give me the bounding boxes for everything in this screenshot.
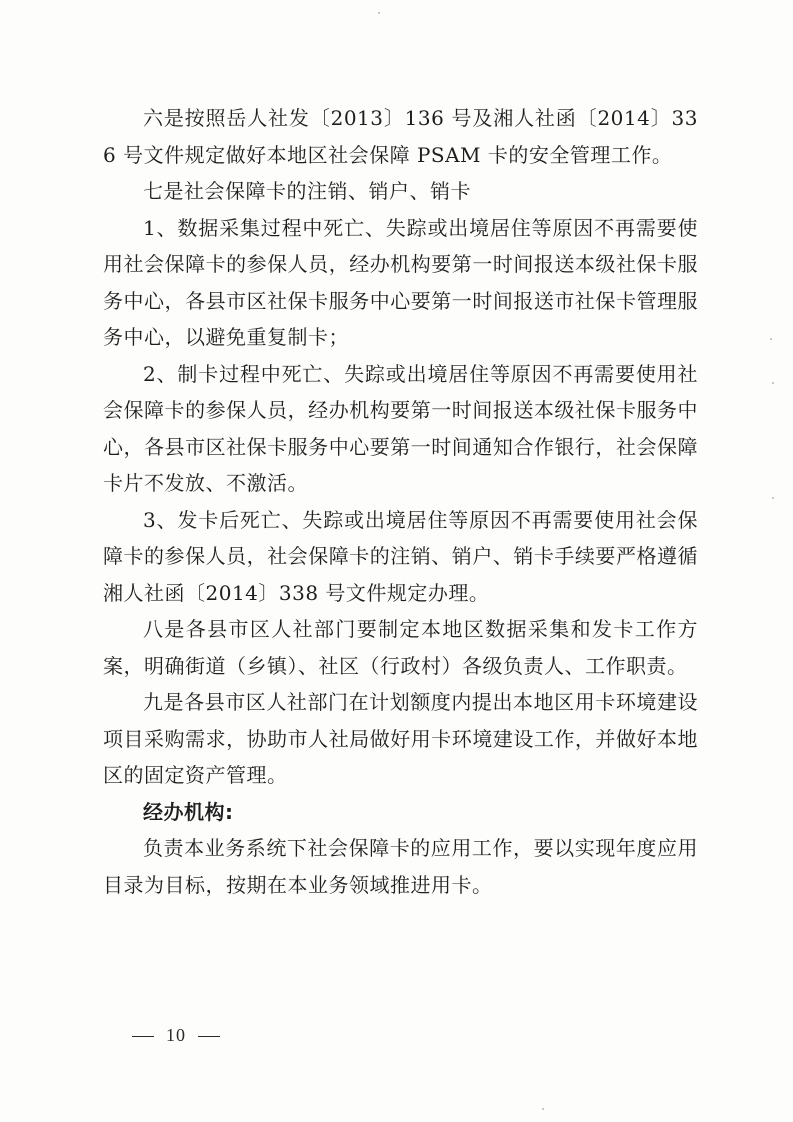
paragraph-7: 九是各县市区人社部门在计划额度内提出本地区用卡环境建设项目采购需求，协助市人社局做好用卡环境建设工作，并做好本地区的固定资产管理。	[103, 690, 698, 787]
paragraph-4: 2、制卡过程中死亡、失踪或出境居住等原因不再需要使用社会保障卡的参保人员，经办机构要第一时间报送本级社保卡服务中心，各县市区社保卡服务中心要第一时间通知合作银行，社会保障卡片不发放、不激活。	[103, 361, 698, 495]
scan-speck	[772, 497, 774, 499]
page-number-value: 10	[166, 1025, 186, 1045]
paragraph-6: 八是各县市区人社部门要制定本地区数据采集和发卡工作方案，明确街道（乡镇）、社区（行政村）各级负责人、工作职责。	[103, 617, 698, 678]
paragraph-3: 1、数据采集过程中死亡、失踪或出境居住等原因不再需要使用社会保障卡的参保人员，经办机构要第一时间报送本级社保卡服务中心，各县市区社保卡服务中心要第一时间报送市社保卡管理服务中心，以避免重复制卡；	[103, 215, 698, 349]
page-number-right-dash	[198, 1036, 220, 1037]
document-body	[103, 100, 698, 903]
scan-speck	[378, 12, 380, 14]
paragraph-2: 七是社会保障卡的注销、销户、销卡	[143, 179, 471, 203]
section-heading: 经办机构:	[143, 799, 234, 824]
page-number-left-dash	[132, 1036, 154, 1037]
scan-speck	[772, 382, 774, 384]
paragraph-8: 负责本业务系统下社会保障卡的应用工作，要以实现年度应用目录为目标，按期在本业务领域推进用卡。	[103, 836, 698, 897]
page-number	[120, 1025, 232, 1046]
scan-speck	[770, 338, 772, 340]
paragraph-1: 六是按照岳人社发〔2013〕136 号及湘人社函〔2014〕336 号文件规定做好本地区社会保障 PSAM 卡的安全管理工作。	[103, 106, 698, 167]
paragraph-5: 3、发卡后死亡、失踪或出境居住等原因不再需要使用社会保障卡的参保人员，社会保障卡的注销、销户、销卡手续要严格遵循湘人社函〔2014〕338 号文件规定办理。	[103, 507, 698, 605]
scan-speck	[542, 1108, 544, 1110]
